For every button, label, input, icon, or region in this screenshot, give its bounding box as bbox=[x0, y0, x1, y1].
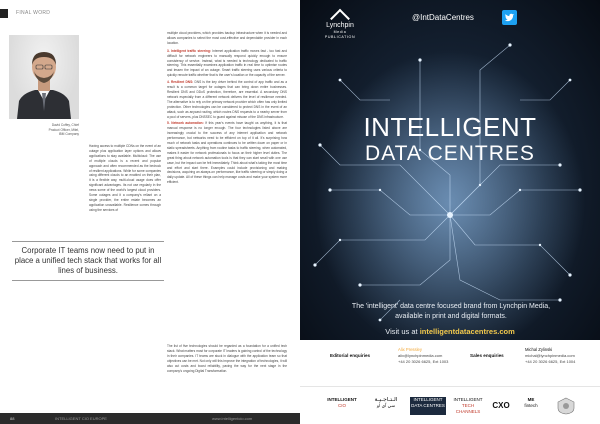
article-column-3: The list of five technologies should be regarded as a foundation for a unified tech stack. What matters most for corporate IT leaders is gaining control of the technology in their companies. IT teams are stuck in dialogue with the application team so that objectives can be met. Not only will this improve the integration of technologies, it will also cut costs and boost reliability, paving the way for the next stage in the company's ongoing Digital Transformation. bbox=[167, 344, 287, 373]
ad-visit bbox=[300, 327, 600, 336]
article-column-1: Having access to multiple CDNs on the event of an outage plus application layer options and allows applications to stay available. Multicloud: The use of multiple clouds is a recent and popular approach and often recommended as the bedrock of resilient applications. While for some companies using different clouds to an enabled on their plan, it is a flexible way, multi-cloud usage does offer significant advantages. Its not use regularly in the news some of the world's largest cloud providers. Some outages and it a company's reliant on a single provider, the entire estate becomes an application unavailable. Resilience comes through using the services of bbox=[89, 144, 161, 212]
article-column-2 bbox=[167, 31, 287, 187]
caption-name: David Coffey, Chief bbox=[51, 123, 79, 127]
list-item-title: Resilient DNS: bbox=[170, 80, 194, 85]
crest-logo bbox=[552, 397, 580, 415]
twitter-handle[interactable]: @IntDataCentres bbox=[412, 13, 474, 22]
intelligent-cio-logo bbox=[322, 397, 362, 415]
caption-company: IBM Company bbox=[58, 132, 79, 137]
logo-line-1: INTELLIGENT bbox=[327, 397, 357, 402]
column-2-intro: multiple cloud providers, which provides backup infrastructure when it is needed and allows companies to select the most cost-effective and dependable provider in each location. bbox=[167, 31, 287, 45]
logo-line-2: CIO bbox=[337, 403, 346, 408]
logo-line-2: fintech bbox=[524, 403, 538, 408]
brand-name: Lynchpin bbox=[326, 22, 354, 29]
sales-contact-name: Michal Zylinski bbox=[525, 347, 553, 352]
visit-prefix: Visit us at bbox=[385, 327, 418, 336]
enquiries-panel bbox=[300, 340, 600, 386]
section-tag: FINAL WORD bbox=[0, 9, 56, 18]
list-item-text: Internet application traffic moves fast - too fast and difficult for network engineers to manually respond quickly enough to ensure consistency of service. Instead, what is needed is technology dedicated to traffic steering. This essentially examines application traffic in real time to optimise routes and lessen the impact of an outage. Smart traffic steering uses various criteria to quickly reroute traffic whether that is the user's location or the capacity of the server. bbox=[167, 48, 287, 78]
logo-line-1: الـتـاجـيـة bbox=[374, 397, 398, 403]
ad-description-line-2: available in print and digital formats. bbox=[395, 312, 507, 320]
page-number: 88 bbox=[10, 416, 15, 421]
lynchpin-media-logo bbox=[310, 6, 370, 42]
photo-caption bbox=[9, 123, 79, 137]
page-footer bbox=[0, 413, 300, 424]
logo-line-1: ME bbox=[527, 397, 535, 402]
list-item-number: 3. bbox=[167, 48, 170, 53]
logo-line-1: INTELLIGENT bbox=[453, 397, 483, 402]
advertisement bbox=[300, 0, 600, 340]
author-photo bbox=[9, 35, 79, 119]
arabic-cio-logo bbox=[368, 397, 404, 415]
list-item-number: 5. bbox=[167, 121, 170, 126]
caption-title: Product Officer, Mitel, bbox=[48, 127, 79, 132]
ad-description-line-1: The 'intelligent' data centre focused brand from Lynchpin Media, bbox=[351, 303, 551, 310]
footer-url[interactable]: www.intelligentcio.com bbox=[212, 416, 253, 421]
circuit-background bbox=[300, 0, 600, 340]
logo-text: CXO bbox=[492, 401, 510, 410]
logo-line-2: سي آي أو bbox=[376, 403, 396, 408]
list-item-text: If this year's events have taught us anything, it is that manual response is no longer enough. The four technologies listed above are increasingly crucial to the success of any internet application and network performance, but networks need to be efficient on top of it all. It's surprising how much of network tasks and operations continues to be written down on paper or in static spreadsheets. Anything from routine tasks to traffic steering, when automated, makes it easier for network professionals to focus on their higher level duties. The great thing about network automation tools is that they can start small with one use case, but the impact can be felt immediately. Think about what's taking the most time and effort and start there. Examples could include provisioning and making decisions, acquiring an always-on performance, like traffic steering or simply doing a daily update. All of these things can help manage costs and make your system more efficient. bbox=[167, 121, 287, 185]
website-link[interactable]: intelligentdatacentres.com bbox=[419, 327, 515, 336]
ad-title-line-1: INTELLIGENT bbox=[363, 112, 537, 142]
intelligent-tech-channels-logo bbox=[450, 397, 486, 415]
brand-sub: Media bbox=[333, 30, 347, 34]
ad-description bbox=[326, 302, 576, 321]
logo-line-2: DATA CENTRES bbox=[411, 403, 445, 408]
right-page bbox=[300, 0, 600, 424]
intelligent-data-centres-logo bbox=[410, 397, 446, 415]
list-item-text: DNS is the key driver behind the control of app traffic and as a result is a common target for outages that can bring down entire businesses. Resilient DNS and DDoS protection, therefore, are essential. A secondary DNS network especially from a different network delivers the level of resilience needed. The alternative is to rely on the primary network provider which often has only limited protection. Other technologies can be considered to protect DNS in the event of an attack, such as anycast routing, which routes DNS requests to a nearby server from a pool of servers, plus DNSSEC to guard against misuse of the DNS infrastructure. bbox=[167, 80, 288, 119]
me-fintech-logo bbox=[516, 397, 546, 415]
list-item-title: Intelligent traffic steering: bbox=[170, 48, 211, 53]
list-item-title: Network automation: bbox=[171, 121, 204, 126]
brand-logo-strip bbox=[300, 386, 600, 424]
cxo-logo bbox=[490, 397, 512, 415]
editorial-contact-name: Alix Pressley bbox=[398, 347, 422, 352]
editorial-email[interactable]: alix@lynchpinmedia.com bbox=[398, 353, 443, 358]
list-item bbox=[167, 80, 287, 119]
publication-name: INTELLIGENT CIO EUROPE bbox=[55, 416, 107, 421]
sales-email[interactable]: michal@lynchpinmedia.com bbox=[525, 353, 575, 358]
logo-line-1: INTELLIGENT bbox=[413, 397, 443, 402]
editorial-enquiries-label: Editorial enquiries bbox=[330, 353, 371, 358]
ad-title-line-2: DATA CENTRES bbox=[365, 142, 535, 165]
logo-line-2: TECH CHANNELS bbox=[455, 403, 481, 414]
technology-list bbox=[167, 49, 287, 185]
editorial-phone: +44 20 3026 6625, Ext 1003 bbox=[398, 359, 449, 364]
sales-phone: +44 20 3026 6625, Ext 1004 bbox=[525, 359, 576, 364]
list-item-number: 4. bbox=[167, 80, 170, 85]
twitter-icon[interactable] bbox=[502, 10, 517, 25]
list-item bbox=[167, 49, 287, 78]
brand-publication: PUBLICATION bbox=[324, 35, 356, 39]
sales-enquiries-label: Sales enquiries bbox=[470, 353, 504, 358]
list-item bbox=[167, 121, 287, 185]
pull-quote: Corporate IT teams now need to put in place a unified tech stack that works for all lines of business. bbox=[12, 241, 164, 281]
